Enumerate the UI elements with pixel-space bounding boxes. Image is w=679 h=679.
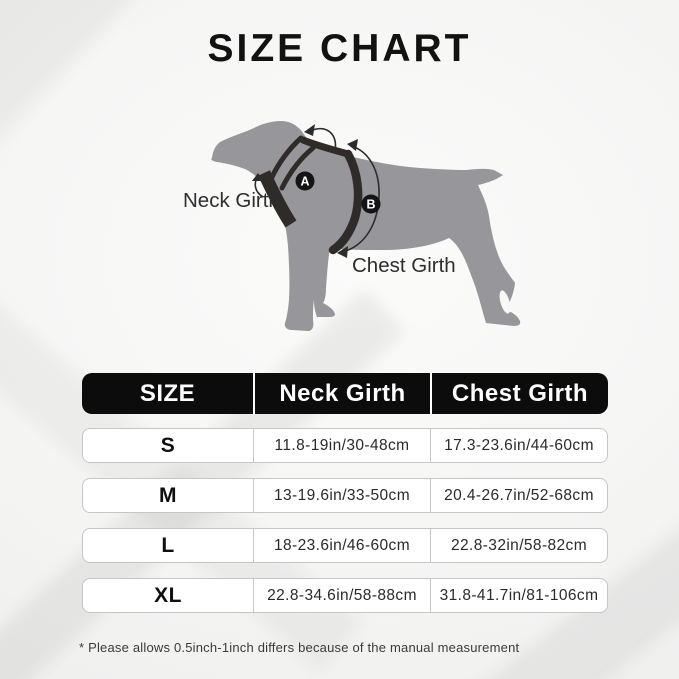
table-row-m (82, 478, 608, 513)
table-row-l (82, 528, 608, 563)
table-row-s (82, 428, 608, 463)
neck-girth-label: Neck Girth (183, 189, 280, 212)
neck-cell: 13-19.6in/33-50cm (253, 479, 430, 512)
arrowhead (304, 124, 315, 136)
neck-cell: 22.8-34.6in/58-88cm (253, 579, 430, 612)
size-cell: XL (154, 583, 182, 607)
size-cell: M (159, 483, 177, 507)
chest-girth-label: Chest Girth (352, 254, 456, 277)
arrowhead (347, 139, 358, 151)
badge-neck (296, 172, 315, 191)
badge-chest (362, 195, 381, 214)
chest-cell: 17.3-23.6in/44-60cm (430, 429, 607, 462)
size-cell: S (160, 433, 176, 457)
neck-cell: 11.8-19in/30-48cm (253, 429, 430, 462)
table-row-xl (82, 578, 608, 613)
chest-cell: 22.8-32in/58-82cm (430, 529, 607, 562)
page-title: SIZE CHART (207, 27, 472, 70)
table-header (82, 373, 608, 414)
chest-cell: 20.4-26.7in/52-68cm (430, 479, 607, 512)
header-chest-girth: Chest Girth (430, 373, 608, 414)
dog-silhouette (211, 121, 520, 331)
neck-cell: 18-23.6in/46-60cm (253, 529, 430, 562)
size-cell: L (161, 533, 175, 557)
header-neck-girth: Neck Girth (253, 373, 430, 414)
chest-cell: 31.8-41.7in/81-106cm (430, 579, 607, 612)
size-table (82, 373, 608, 613)
badge-a-label: A (300, 174, 310, 189)
measurement-footnote: * Please allows 0.5inch-1inch differs because of the manual measurement (79, 640, 520, 655)
badge-b-label: B (366, 197, 376, 212)
header-size: SIZE (139, 379, 196, 407)
